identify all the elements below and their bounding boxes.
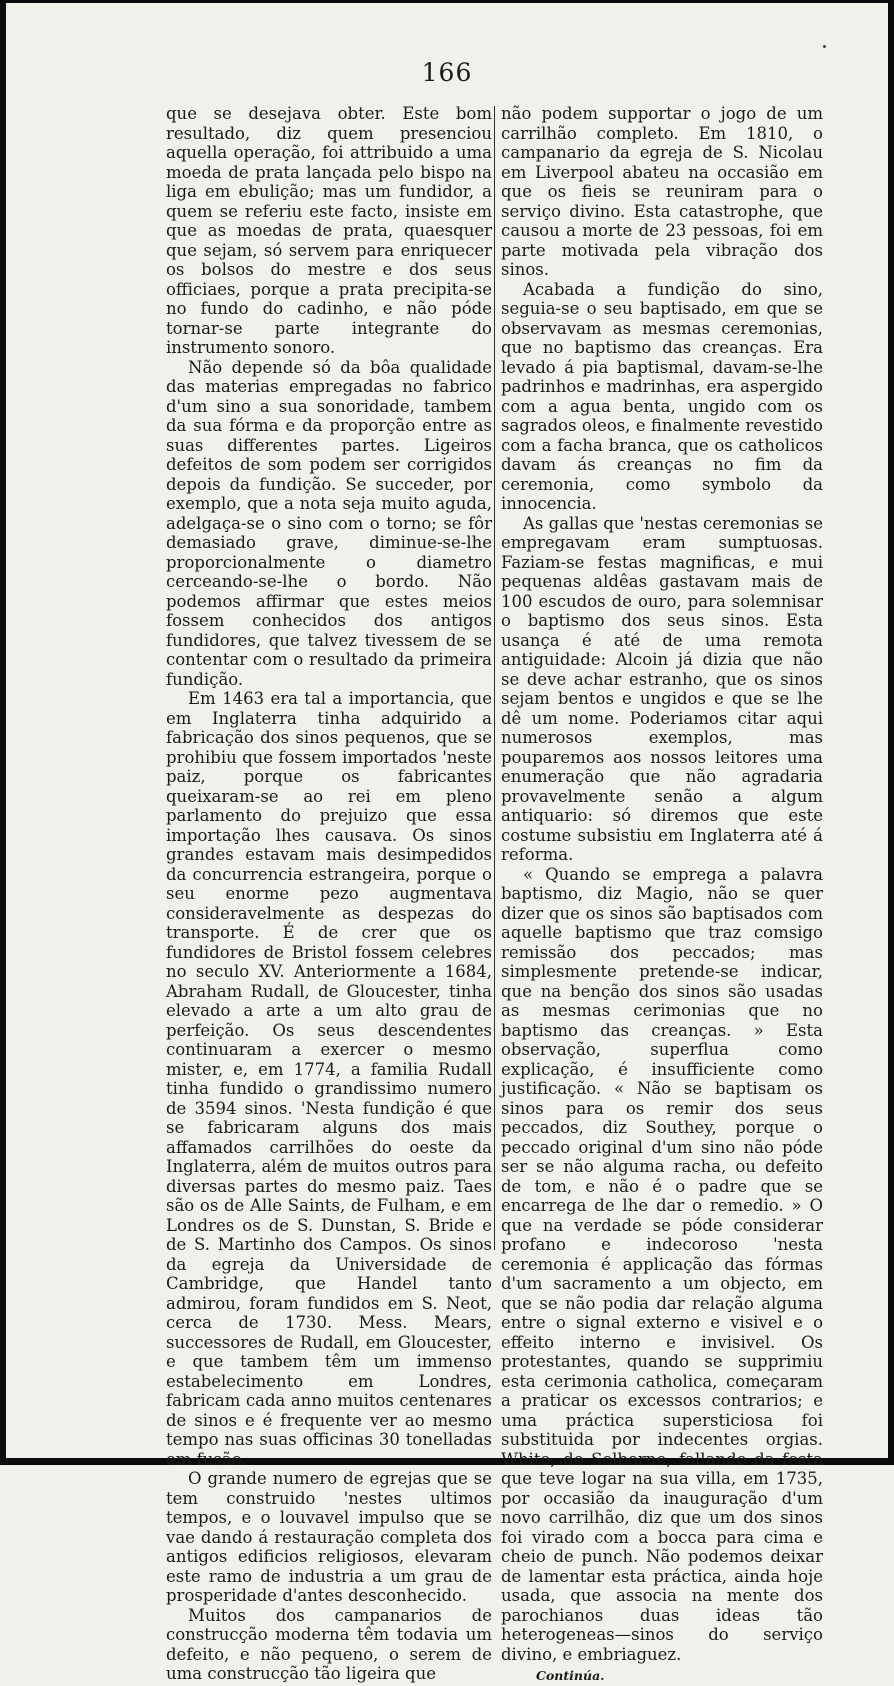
left-paragraph-4: O grande numero de egrejas que se tem construido 'nestes ultimos tempos, e o louvavel impulso que se vae dando á restauração completa dos antigos edificios religiosos, elevaram este ramo de industria a um grau de prosperidade d'antes desconhecido.: [166, 1469, 492, 1605]
continued-note: Continúa.: [536, 1668, 605, 1683]
left-column: [166, 104, 492, 1684]
right-paragraph-2: Acabada a fundição do sino, seguia-se o seu baptisado, em que se observavam as mesmas ceremonias, que no baptismo das creanças. Era levado á pia baptismal, davam-se-lhe padrinhos e madrinhas, era aspergido com a agua benta, ungido com os sagrados oleos, e finalmente revestido com a facha branca, que os catholicos davam ás creanças no fim da ceremonia, como symbolo da innocencia.: [501, 279, 823, 513]
page-number: 166: [421, 58, 473, 87]
right-paragraph-4: « Quando se emprega a palavra baptismo, diz Magio, não se quer dizer que os sinos são baptisados com aquelle baptismo que traz comsigo remissão dos peccados; mas simplesmente pretende-se indicar, que na benção dos sinos são usadas as mesmas cerimonias que no baptismo das creanças. » Esta observação, superflua como explicação, é insufficiente como justificação. « Não se baptisam os sinos para os remir dos seus peccados, diz Southey, porque o peccado original d'um sino não póde ser se não alguma racha, ou defeito de tom, e não é o padre que se encarrega de lhe dar o remedio. » O que na verdade se póde considerar profano e indecoroso 'nesta ceremonia é applicação das fórmas d'um sacramento a um objecto, em que se não podia dar relação alguma entre o signal externo e visivel e o effeito interno e invisivel. Os protestantes, quando se supprimiu esta cerimonia catholica, começaram a praticar os excessos contrarios; e uma práctica supersticiosa foi substituida por indecentes orgias. White, de Selborne, fallando da festa que teve logar na sua villa, em 1735, por occasião da inauguração d'um novo carrilhão, diz que um dos sinos foi virado com a bocca para cima e cheio de punch. Não podemos deixar de lamentar esta práctica, ainda hoje usada, que associa na mente dos parochianos duas ideas tão heterogeneas—sinos do serviço divino, e embriaguez.: [501, 864, 823, 1664]
scan-border-top: [0, 0, 894, 3]
right-paragraph-3: As gallas que 'nestas ceremonias se empregavam eram sumptuosas. Faziam-se festas magnificas, e mui pequenas aldêas gastavam mais de 100 escudos de ouro, para solemnisar o baptismo dos seus sinos. Esta usança é até de uma remota antiguidade: Alcoin já dizia que não se deve achar estranho, que os sinos sejam bentos e ungidos e que se lhe dê um nome. Poderiamos citar aqui numerosos exemplos, mas pouparemos aos nossos leitores uma enumeração que não agradaria provavelmente senão a algum antiquario: só diremos que este costume subsistiu em Inglaterra até á reforma.: [501, 513, 823, 864]
left-paragraph-5: Muitos dos campanarios de construcção moderna têm todavia um defeito, e não pequeno, o serem de uma construcção tão ligeira que: [166, 1605, 492, 1683]
left-paragraph-3: Em 1463 era tal a importancia, que em Inglaterra tinha adquirido a fabricação dos sinos pequenos, que se prohibiu que fossem importados 'neste paiz, porque os fabricantes queixaram-se ao rei em pleno parlamento do prejuizo que essa importação lhes causava. Os sinos grandes estavam mais desimpedidos da concurrencia estrangeira, porque o seu enorme pezo augmentava consideravelmente as despezas do transporte. É de crer que os fundidores de Bristol fossem celebres no seculo XV. Anteriormente a 1684, Abraham Rudall, de Gloucester, tinha elevado a arte a um alto grau de perfeição. Os seus descendentes continuaram a exercer o mesmo mister, e, em 1774, a familia Rudall tinha fundido o grandissimo numero de 3594 sinos. 'Nesta fundição é que se fabricaram alguns dos mais affamados carrilhões do oeste da Inglaterra, além de muitos outros para diversas partes do mesmo paiz. Taes são os de Alle Saints, de Fulham, e em Londres os de S. Dunstan, S. Bride e de S. Martinho dos Campos. Os sinos da egreja da Universidade de Cambridge, que Handel tanto admirou, foram fundidos em S. Neot, cerca de 1730. Mess. Mears, successores de Rudall, em Gloucester, e que tambem têm um immenso estabelecimento em Londres, fabricam cada anno muitos centenares de sinos e é frequente ver ao mesmo tempo nas suas officinas 30 tonelladas em fusão.: [166, 689, 492, 1469]
column-divider: [494, 106, 495, 1250]
show-through-line: [500, 1262, 680, 1263]
scan-border-right: [888, 0, 894, 1465]
right-column: [501, 104, 823, 1686]
left-paragraph-1: que se desejava obter. Este bom resultado, diz quem presenciou aquella operação, foi attribuido a uma moeda de prata lançada pelo bispo na liga em ebulição; mas um fundidor, a quem se referiu este facto, insiste em que as moedas de prata, quaesquer que sejam, só servem para enriquecer os bolsos do mestre e dos seus officiaes, porque a prata precipita-se no fundo do cadinho, e não póde tornar-se parte integrante do instrumento sonoro.: [166, 104, 492, 357]
left-paragraph-2: Não depende só da bôa qualidade das materias empregadas no fabrico d'um sino a sua sonoridade, tambem da sua fórma e da proporção entre as suas differentes partes. Ligeiros defeitos de som podem ser corrigidos depois da fundição. Se succeder, por exemplo, que a nota seja muito aguda, adelgaça-se o sino com o torno; se fôr demasiado grave, diminue-se-lhe proporcionalmente o diametro cerceando-se-lhe o bordo. Não podemos affirmar que estes meios fossem conhecidos dos antigos fundidores, que talvez tivessem de se contentar com o resultado da primeira fundição.: [166, 357, 492, 689]
ink-speck: [823, 45, 826, 48]
scan-border-left: [0, 0, 6, 1465]
right-paragraph-1: não podem supportar o jogo de um carrilhão completo. Em 1810, o campanario da egreja de S. Nicolau em Liverpool abateu na occasião em que os fieis se reuniram para o serviço divino. Esta catastrophe, que causou a morte de 23 pessoas, foi em parte motivada pela vibração dos sinos.: [501, 104, 823, 279]
